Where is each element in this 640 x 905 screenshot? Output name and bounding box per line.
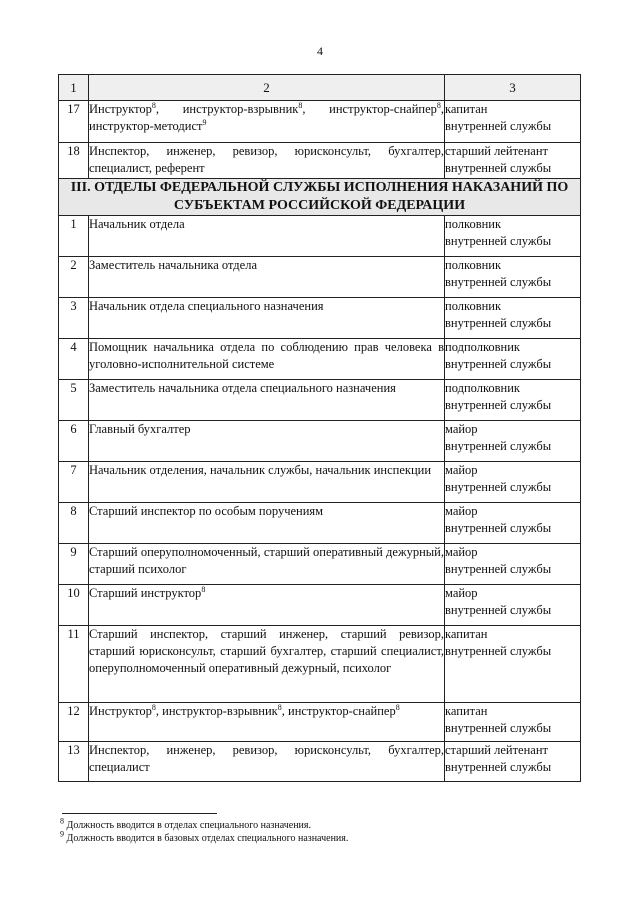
row-number: 13 [59, 742, 89, 782]
position-name [89, 257, 445, 298]
position-text: Заместитель начальника отдела специального назначения [89, 381, 396, 395]
rank-cell [445, 585, 581, 626]
footnote-ref: 8 [151, 702, 156, 712]
row-number: 18 [59, 143, 89, 179]
table-row [59, 462, 581, 503]
header-col-2: 2 [89, 75, 445, 101]
rank-cell [445, 380, 581, 421]
rank-text: внутренней службы [445, 721, 552, 735]
footnote-ref: 8 [298, 100, 303, 110]
rank-text: внутренней службы [445, 521, 552, 535]
section-row [59, 179, 581, 216]
position-name [89, 742, 445, 782]
table-body-top [59, 101, 581, 179]
rank-text: подполковник [445, 340, 520, 354]
section-title: III. ОТДЕЛЫ ФЕДЕРАЛЬНОЙ СЛУЖБЫ ИСПОЛНЕНИЯ НАКАЗАНИЙ ПО СУБЪЕКТАМ РОССИЙСКОЙ ФЕДЕРАЦИИ [59, 179, 581, 216]
position-text: Начальник отделения, начальник службы, начальник инспекции [89, 463, 432, 477]
position-text: Старший инспектор, старший инженер, старший ревизор, старший юрисконсульт, старший бухгалтер, старший специалист, оперуполномоченный оперативный дежурный, психолог [89, 627, 444, 675]
table-row [59, 742, 581, 782]
position-name [89, 503, 445, 544]
rank-cell [445, 298, 581, 339]
footnotes [60, 816, 580, 845]
position-text: , инструктор-взрывник [155, 704, 278, 718]
rank-text: внутренней службы [445, 357, 552, 371]
page-number: 4 [317, 44, 323, 58]
table-row [59, 421, 581, 462]
rank-cell [445, 544, 581, 585]
table-row [59, 503, 581, 544]
rank-cell [445, 216, 581, 257]
row-number: 2 [59, 257, 89, 298]
rank-cell [445, 462, 581, 503]
rank-text: майор [445, 504, 478, 518]
position-text: , инструктор-методист [89, 102, 444, 133]
positions-table [58, 74, 581, 782]
row-number: 9 [59, 544, 89, 585]
header-col-3: 3 [445, 75, 581, 101]
rank-cell [445, 101, 581, 143]
rank-text: полковник [445, 299, 502, 313]
table-row [59, 544, 581, 585]
rank-text: внутренней службы [445, 480, 552, 494]
position-text: Помощник начальника отдела по соблюдению прав человека в уголовно-исполнительной системе [89, 340, 444, 371]
rank-text: внутренней службы [445, 316, 552, 330]
position-text: , инструктор-снайпер [281, 704, 396, 718]
rank-cell [445, 143, 581, 179]
position-name [89, 339, 445, 380]
row-number: 12 [59, 703, 89, 742]
row-number: 11 [59, 626, 89, 703]
footnote [60, 829, 580, 845]
rank-text: внутренней службы [445, 161, 552, 175]
position-name [89, 298, 445, 339]
rank-text: внутренней службы [445, 760, 552, 774]
footnote-ref: 8 [395, 702, 400, 712]
row-number: 5 [59, 380, 89, 421]
position-text: , инструктор-снайпер [302, 102, 437, 116]
rank-cell [445, 257, 581, 298]
position-name [89, 626, 445, 703]
row-number: 1 [59, 216, 89, 257]
footnote-mark: 8 [60, 816, 64, 826]
rank-text: майор [445, 545, 478, 559]
table-row [59, 216, 581, 257]
position-text: , инструктор-взрывник [155, 102, 299, 116]
footnote-ref: 8 [277, 702, 282, 712]
rank-text: внутренней службы [445, 275, 552, 289]
footnote-separator [62, 813, 217, 814]
position-name [89, 703, 445, 742]
rank-text: капитан [445, 102, 488, 116]
table-row [59, 626, 581, 703]
rank-cell [445, 626, 581, 703]
position-name [89, 143, 445, 179]
table-row [59, 585, 581, 626]
rank-text: капитан [445, 704, 488, 718]
row-number: 8 [59, 503, 89, 544]
row-number: 7 [59, 462, 89, 503]
rank-text: внутренней службы [445, 234, 552, 248]
table-body-bottom [59, 216, 581, 782]
rank-text: внутренней службы [445, 603, 552, 617]
position-name [89, 216, 445, 257]
table-row [59, 101, 581, 143]
table-row [59, 703, 581, 742]
position-text: Начальник отдела [89, 217, 185, 231]
table-row [59, 339, 581, 380]
rank-text: старший лейтенант [445, 743, 548, 757]
rank-text: подполковник [445, 381, 520, 395]
table-row [59, 257, 581, 298]
rank-text: внутренней службы [445, 562, 552, 576]
table-row [59, 380, 581, 421]
row-number: 6 [59, 421, 89, 462]
rank-text: внутренней службы [445, 644, 552, 658]
rank-cell [445, 503, 581, 544]
position-name [89, 380, 445, 421]
position-text: Старший инспектор по особым поручениям [89, 504, 324, 518]
rank-cell [445, 421, 581, 462]
footnote-text: Должность вводится в отделах специального назначения. [64, 820, 312, 831]
rank-text: майор [445, 586, 478, 600]
position-name [89, 101, 445, 143]
footnote-ref: 8 [151, 100, 156, 110]
position-text: Инструктор [89, 704, 152, 718]
rank-text: старший лейтенант [445, 144, 548, 158]
rank-text: полковник [445, 258, 502, 272]
rank-cell [445, 339, 581, 380]
header-col-1: 1 [59, 75, 89, 101]
rank-text: полковник [445, 217, 502, 231]
row-number: 3 [59, 298, 89, 339]
position-name [89, 544, 445, 585]
position-text: Старший инструктор [89, 586, 202, 600]
table-row [59, 143, 581, 179]
position-text: Главный бухгалтер [89, 422, 191, 436]
position-name [89, 421, 445, 462]
footnote-mark: 9 [60, 829, 64, 839]
rank-text: капитан [445, 627, 488, 641]
position-text: Инструктор [89, 102, 152, 116]
position-text: Начальник отдела специального назначения [89, 299, 324, 313]
position-name [89, 585, 445, 626]
footnote [60, 816, 580, 832]
footnote-ref: 8 [201, 584, 206, 594]
table-header-row [59, 75, 581, 101]
rank-cell [445, 703, 581, 742]
row-number: 10 [59, 585, 89, 626]
position-text: Инспектор, инженер, ревизор, юрисконсульт, бухгалтер, специалист, референт [89, 144, 444, 175]
footnote-text: Должность вводится в базовых отделах специального назначения. [64, 833, 349, 844]
row-number: 17 [59, 101, 89, 143]
rank-cell [445, 742, 581, 782]
row-number: 4 [59, 339, 89, 380]
position-text: Старший оперуполномоченный, старший оперативный дежурный, старший психолог [89, 545, 444, 576]
footnote-ref: 9 [202, 117, 207, 127]
position-name [89, 462, 445, 503]
position-text: Инспектор, инженер, ревизор, юрисконсульт, бухгалтер, специалист [89, 743, 444, 774]
rank-text: майор [445, 422, 478, 436]
table-row [59, 298, 581, 339]
rank-text: внутренней службы [445, 439, 552, 453]
position-text: Заместитель начальника отдела [89, 258, 257, 272]
rank-text: майор [445, 463, 478, 477]
rank-text: внутренней службы [445, 398, 552, 412]
rank-text: внутренней службы [445, 119, 552, 133]
footnote-ref: 8 [436, 100, 441, 110]
